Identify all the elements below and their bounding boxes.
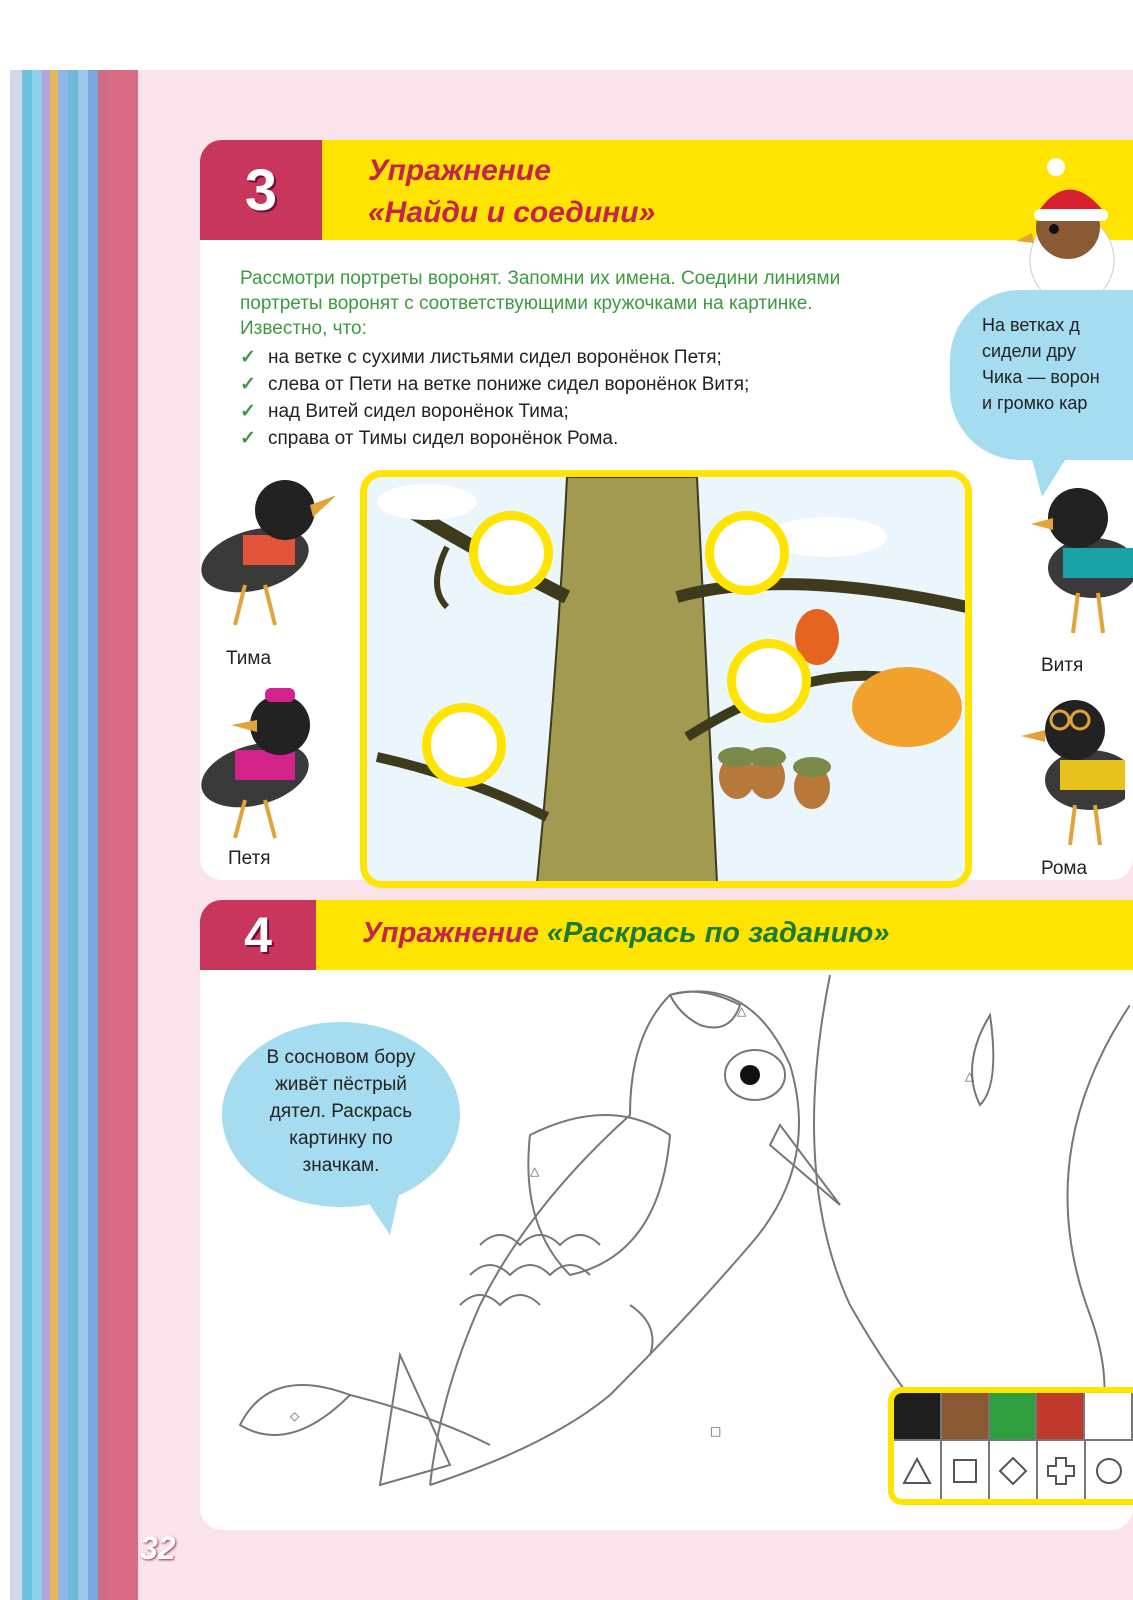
- crow-name-petya: Петя: [228, 848, 271, 869]
- fact-item: ✓ над Витей сидел воронёнок Тима;: [240, 398, 940, 425]
- checkmark-icon: ✓: [240, 428, 256, 449]
- exercise4-title: [362, 917, 889, 950]
- exercise4-title-part1: Упражнение: [362, 917, 539, 949]
- diamond-icon: [990, 1441, 1038, 1501]
- exercise4-number: 4: [200, 900, 316, 970]
- legend-swatch-black[interactable]: [894, 1393, 942, 1439]
- exercise4-speech-bubble: В сосновом бору живёт пёстрый дятел. Раскрась картинку по значкам.: [222, 1022, 460, 1207]
- circle-icon: [1086, 1441, 1132, 1501]
- instruction-line: портреты воронят с соответствующими кружочками на картинке.: [240, 293, 813, 314]
- exercise3-header: [200, 140, 1133, 240]
- crow-name-vitya: Витя: [1041, 655, 1084, 676]
- answer-circle[interactable]: [469, 511, 553, 595]
- legend-symbols: [894, 1441, 1133, 1501]
- page-number: 32: [140, 1530, 176, 1566]
- legend-swatches: [894, 1393, 1133, 1441]
- legend-swatch-red[interactable]: [1037, 1393, 1085, 1439]
- svg-text:△: △: [965, 1069, 975, 1083]
- answer-circle[interactable]: [727, 639, 811, 723]
- color-legend: [888, 1387, 1133, 1505]
- exercise3-number: 3: [200, 140, 322, 240]
- cross-icon: [1038, 1441, 1086, 1501]
- legend-swatch-yellow[interactable]: [1085, 1393, 1133, 1439]
- svg-text:□: □: [710, 1424, 722, 1438]
- checkmark-icon: ✓: [240, 374, 256, 395]
- square-icon: [942, 1441, 990, 1501]
- exercise4-title-part2: «Раскрась по заданию»: [546, 917, 890, 949]
- instruction-line: Рассмотри портреты воронят. Запомни их имена. Соедини линиями: [240, 268, 841, 289]
- svg-text:△: △: [530, 1164, 540, 1178]
- checkmark-icon: ✓: [240, 347, 256, 368]
- exercise3-instructions: [240, 266, 1000, 341]
- legend-swatch-brown[interactable]: [942, 1393, 990, 1439]
- crow-name-roma: Рома: [1041, 858, 1088, 879]
- triangle-icon: [894, 1441, 942, 1501]
- tree-illustration: [367, 477, 967, 883]
- checkmark-icon: ✓: [240, 401, 256, 422]
- tree-picture: [360, 470, 972, 888]
- answer-circle[interactable]: [705, 511, 789, 595]
- answer-circle[interactable]: [422, 703, 506, 787]
- instruction-line: Известно, что:: [240, 318, 367, 339]
- crow-vitya-icon[interactable]: [1023, 478, 1133, 638]
- fact-item: ✓ слева от Пети на ветке пониже сидел воронёнок Витя;: [240, 371, 940, 398]
- exercise3-title-line1: Упражнение: [368, 154, 551, 187]
- exercise3-speech-bubble: На ветках д сидели дру Чика — ворон и громко кар: [950, 290, 1133, 460]
- svg-text:△: △: [737, 1004, 747, 1018]
- svg-text:◇: ◇: [290, 1409, 300, 1423]
- crow-petya-icon[interactable]: [165, 680, 335, 840]
- crow-name-tima: Тима: [226, 648, 272, 669]
- legend-swatch-green[interactable]: [990, 1393, 1038, 1439]
- fact-item: ✓ справа от Тимы сидел воронёнок Рома.: [240, 425, 940, 452]
- exercise3-facts: [240, 344, 940, 452]
- book-edges: [0, 70, 150, 1600]
- fact-item: ✓ на ветке с сухими листьями сидел воронёнок Петя;: [240, 344, 940, 371]
- crow-tima-icon[interactable]: [165, 475, 335, 635]
- crow-roma-icon[interactable]: [1015, 690, 1125, 850]
- exercise3-title-line2: «Найди и соедини»: [368, 196, 656, 229]
